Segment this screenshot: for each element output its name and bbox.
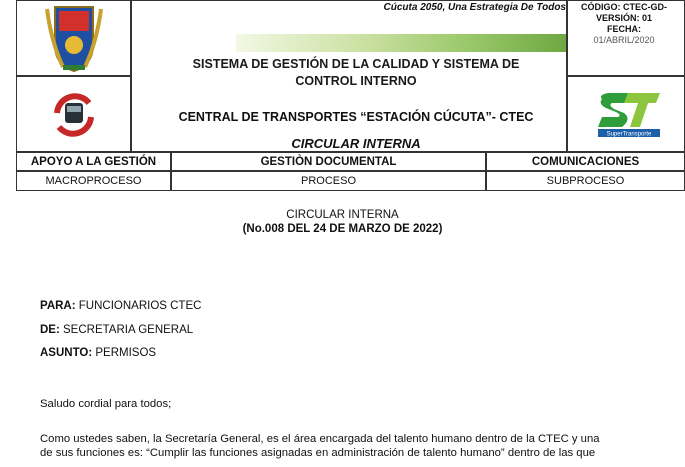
body-paragraph-line-2: de sus funciones es: “Cumplir las funciones asignadas en administración de talento humano” dentro de las que — [40, 447, 596, 459]
circular-title: CIRCULAR INTERNA — [286, 209, 399, 221]
subject-value: PERMISOS — [92, 347, 157, 359]
system-title-line-2: CONTROL INTERNO — [295, 74, 417, 88]
subprocess-value: COMUNICACIONES — [486, 152, 685, 171]
process-label: PROCESO — [171, 171, 486, 191]
system-title-line-1: SISTEMA DE GESTIÓN DE LA CALIDAD Y SISTEMA DE — [192, 57, 520, 71]
transport-logo-cell — [16, 76, 131, 152]
circular-number: (No.008 DEL 24 DE MARZO DE 2022) — [242, 223, 443, 235]
system-title — [146, 56, 566, 90]
ctec-logo-icon — [17, 77, 130, 151]
to-value: FUNCIONARIOS CTEC — [75, 300, 202, 312]
from-label: DE: — [40, 324, 60, 336]
circular-heading — [0, 208, 685, 236]
code-cell — [567, 0, 685, 76]
supertransporte-logo-icon — [568, 77, 684, 151]
to-label: PARA: — [40, 300, 76, 312]
document-date: 01/ABRIL/2020 — [593, 35, 655, 45]
supertransporte-logo-text: SuperTransporte — [606, 131, 652, 138]
to-line — [40, 300, 201, 312]
date-label: FECHA: — [607, 24, 641, 34]
from-value: SECRETARIA GENERAL — [59, 324, 194, 336]
subject-label: ASUNTO: — [40, 347, 93, 359]
supertransporte-logo-cell — [567, 76, 685, 152]
slogan: Cúcuta 2050, Una Estrategia De Todos — [383, 2, 566, 13]
coat-of-arms-cell — [16, 0, 131, 76]
body-paragraph-line-1: Como ustedes saben, la Secretaría General, es el área encargada del talento humano dentro de la CTEC y una — [40, 433, 600, 445]
decorative-green-band — [236, 34, 566, 52]
macroprocess-label: MACROPROCESO — [16, 171, 171, 191]
document-code: CÓDIGO: CTEC-GD- — [581, 2, 667, 12]
entity-title: CENTRAL DE TRANSPORTES “ESTACIÓN CÚCUTA”- CTEC — [178, 110, 534, 124]
subprocess-label: SUBPROCESO — [486, 171, 685, 191]
subject-line — [40, 347, 156, 359]
macroprocess-value: APOYO A LA GESTIÓN — [16, 152, 171, 171]
document-version: VERSIÓN: 01 — [595, 13, 653, 23]
from-line — [40, 324, 193, 336]
city-coat-of-arms-icon — [17, 1, 130, 75]
greeting: Saludo cordial para todos; — [40, 398, 172, 410]
document-type: CIRCULAR INTERNA — [291, 136, 421, 151]
process-value: GESTIÒN DOCUMENTAL — [171, 152, 486, 171]
document-header-table — [16, 0, 685, 191]
